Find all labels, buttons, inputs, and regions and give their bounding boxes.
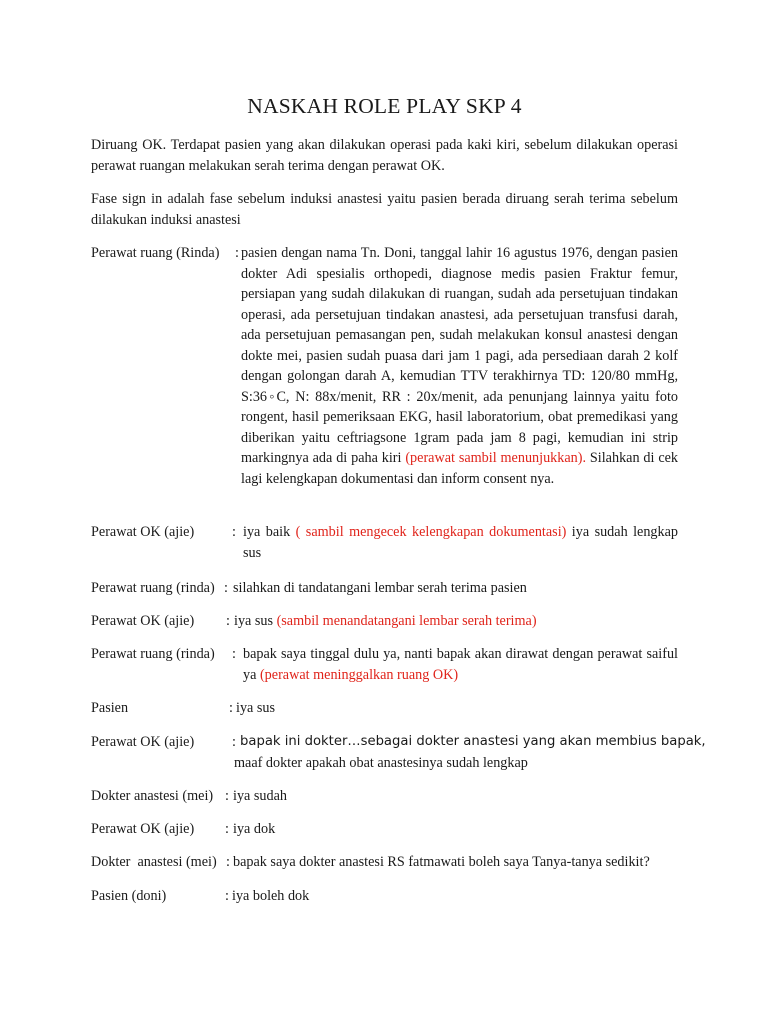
utterance bbox=[233, 578, 678, 599]
stage-direction: (perawat sambil menunjukkan). bbox=[405, 450, 587, 466]
utterance bbox=[233, 819, 678, 840]
speaker-name: Perawat OK (ajie) bbox=[91, 613, 195, 629]
dialogue-line bbox=[91, 786, 678, 808]
speaker-name: Dokter anastesi (mei) bbox=[91, 788, 214, 804]
speaker-name: Dokter anastesi (mei) bbox=[91, 854, 217, 870]
speaker-colon: : bbox=[235, 245, 239, 261]
utterance-text: silahkan di tandatangani lembar serah terima pasien bbox=[233, 580, 527, 596]
speaker-name: Pasien bbox=[91, 700, 129, 716]
utterance-text: bapak ini dokter…sebagai dokter anastesi yang akan membius bapak, bbox=[240, 734, 706, 749]
utterance bbox=[243, 644, 678, 685]
utterance-text: iya boleh dok bbox=[232, 888, 310, 904]
intro-paragraph: Diruang OK. Terdapat pasien yang akan dilakukan operasi pada kaki kiri, sebelum dilakukan operasi perawat ruangan melakukan serah terima dengan perawat OK. bbox=[91, 137, 678, 174]
utterance-text: bapak saya dokter anastesi RS fatmawati boleh saya Tanya-tanya sedikit? bbox=[233, 854, 650, 870]
speaker-name: Perawat OK (ajie) bbox=[91, 734, 195, 750]
utterance bbox=[243, 522, 678, 563]
speaker-name: Perawat ruang (rinda) bbox=[91, 580, 215, 596]
utterance-text: iya sus bbox=[236, 700, 276, 716]
dialogue-line bbox=[91, 578, 678, 600]
utterance-text: iya dok bbox=[233, 821, 276, 837]
speaker-colon: : bbox=[226, 613, 230, 629]
speaker-colon: : bbox=[232, 524, 236, 540]
speaker-name: Perawat OK (ajie) bbox=[91, 524, 195, 540]
utterance-text: bapak saya tinggal dulu ya, nanti bapak akan dirawat dengan perawat saiful ya bbox=[243, 646, 678, 683]
dialogue-line bbox=[91, 886, 678, 908]
speaker-name: Perawat ruang (rinda) bbox=[91, 646, 215, 662]
speaker-colon: : bbox=[229, 700, 233, 716]
utterance-text: iya baik bbox=[243, 524, 291, 540]
dialogue-line bbox=[91, 522, 678, 564]
document-title: NASKAH ROLE PLAY SKP 4 bbox=[247, 94, 522, 118]
speaker-colon: : bbox=[232, 646, 236, 662]
speaker-colon: : bbox=[225, 888, 229, 904]
speaker-colon: : bbox=[232, 734, 236, 750]
dialogue-line bbox=[91, 243, 678, 513]
utterance bbox=[234, 732, 706, 773]
speaker-colon: : bbox=[225, 821, 229, 837]
dialogue-line bbox=[91, 732, 706, 774]
utterance-text: Silahkan di cek lagi kelengkapan dokumentasi dan inform consent nya. bbox=[241, 450, 679, 487]
utterance bbox=[233, 786, 678, 807]
stage-direction: ( sambil mengecek kelengkapan dokumentasi) bbox=[295, 524, 567, 540]
speaker-name: Pasien (doni) bbox=[91, 888, 167, 904]
utterance-text: iya sus bbox=[234, 613, 274, 629]
utterance bbox=[241, 243, 678, 489]
dialogue-line bbox=[91, 644, 678, 686]
intro-paragraph: Fase sign in adalah fase sebelum induksi anastesi yaitu pasien berada diruang serah terima sebelum dilakukan induksi anastesi bbox=[91, 191, 678, 228]
speaker-name: Perawat ruang (Rinda) bbox=[91, 245, 220, 261]
speaker-colon: : bbox=[224, 580, 228, 596]
utterance bbox=[236, 698, 678, 719]
stage-direction: (sambil menandatangani lembar serah terima) bbox=[276, 613, 537, 629]
utterance-text: pasien dengan nama Tn. Doni, tanggal lahir 16 agustus 1976, dengan pasien dokter Adi spesialis orthopedi, diagnose medis pasien Fraktur femur, persiapan yang sudah dilakukan di ruangan, sudah ada persetujuan tindakan operasi, ada persetujuan tindakan anastesi, ada persetujuan transfusi darah, ada persetujuan pemasangan pen, sudah melakukan konsul anastesi dengan dokte mei, pasien sudah puasa dari jam 1 pagi, ada persediaan darah 2 kolf dengan golongan darah A, kemudian TTV terakhirnya TD: 120/80 mmHg, S:36◦C, N: 88x/menit, RR : 20x/menit, ada penunjang lainnya yaitu foto rongent, hasil pemeriksaan EKG, hasil laboratorium, obat premedikasi yang diberikan yaitu ceftriagsone 1gram pada jam 8 pagi, kemudian ini strip markingnya ada di paha kiri bbox=[241, 245, 678, 466]
speaker-colon: : bbox=[225, 788, 229, 804]
dialogue-line bbox=[91, 698, 678, 720]
speaker-name: Perawat OK (ajie) bbox=[91, 821, 195, 837]
utterance bbox=[233, 852, 681, 873]
utterance bbox=[234, 611, 678, 632]
dialogue-line bbox=[91, 852, 678, 874]
utterance-text: maaf dokter apakah obat anastesinya sudah lengkap bbox=[234, 754, 528, 771]
dialogue-line bbox=[91, 611, 678, 633]
stage-direction: (perawat meninggalkan ruang OK) bbox=[259, 666, 459, 683]
speaker-colon: : bbox=[226, 854, 230, 870]
utterance-text: iya sudah lengkap sus bbox=[243, 524, 679, 561]
utterance-text: iya sudah bbox=[233, 788, 287, 804]
utterance bbox=[232, 886, 678, 907]
dialogue-line bbox=[91, 819, 678, 841]
